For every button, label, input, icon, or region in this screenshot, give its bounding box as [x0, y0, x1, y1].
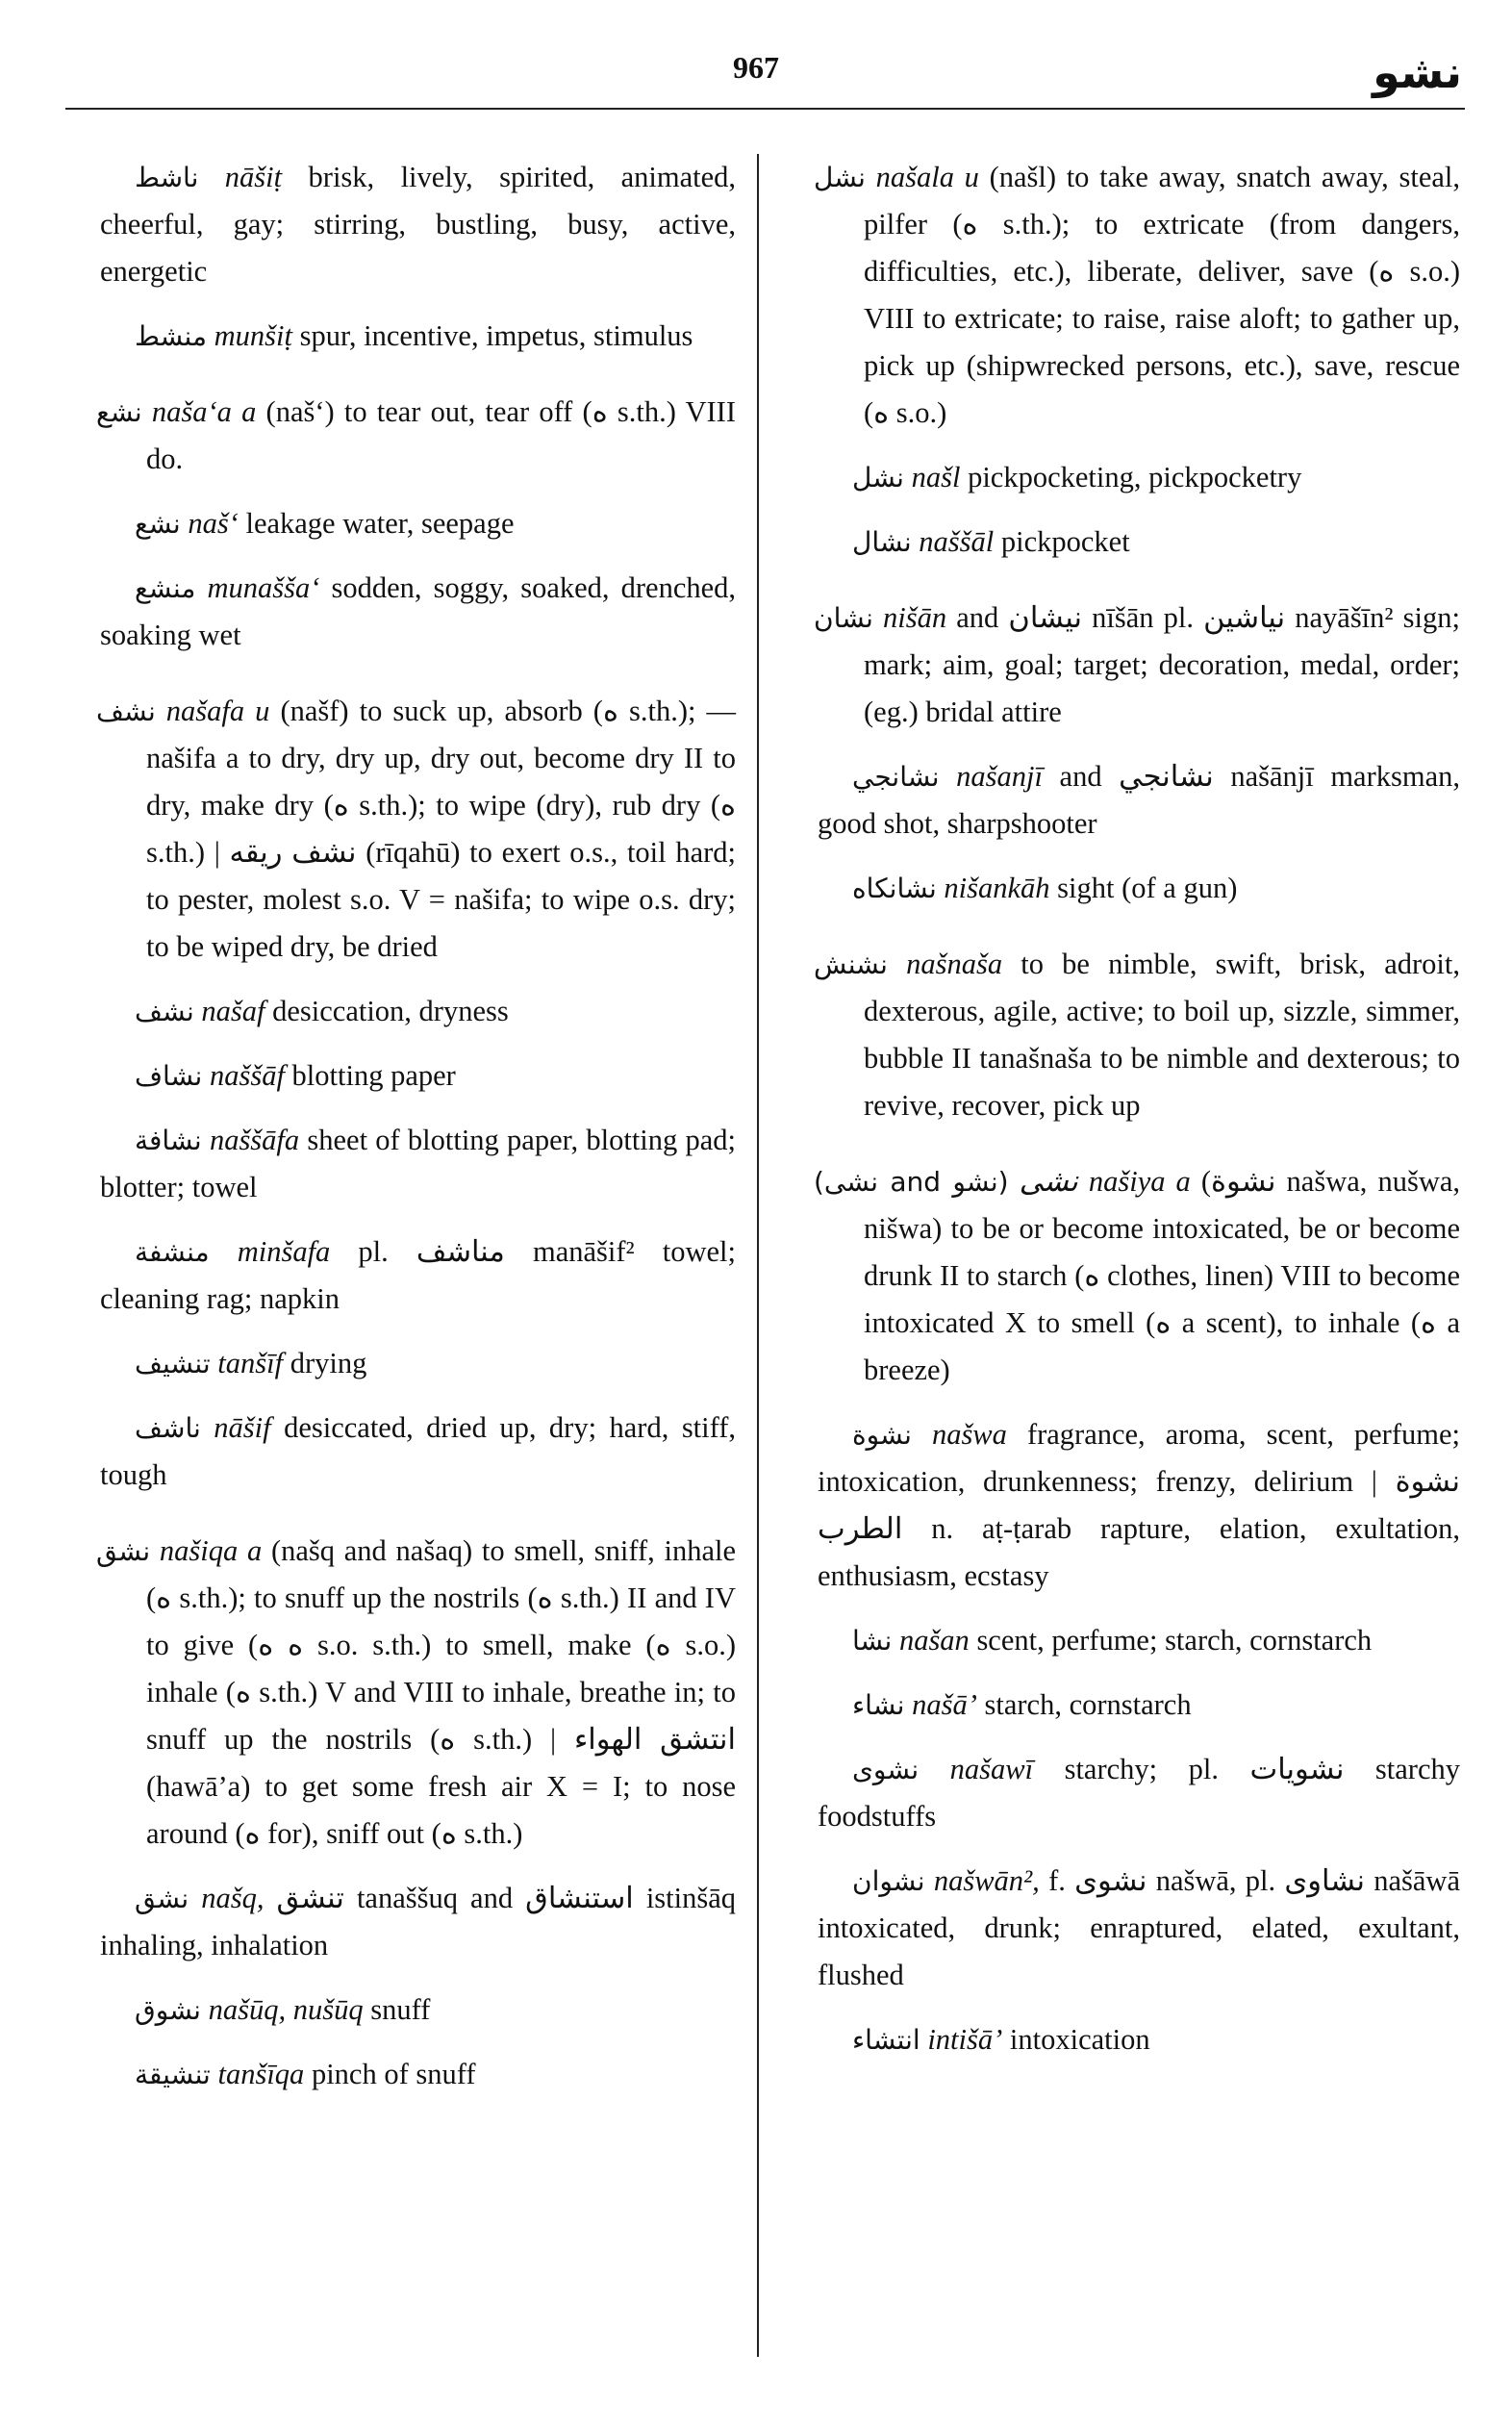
- arabic-headword: تنشيف: [135, 1348, 211, 1379]
- definition: to be nimble, swift, brisk, adroit, dexterous, agile, active; to boil up, sizzle, simmer, bubble II tanašnaša to be nimble and dexterous; to revive, recover, pick up: [864, 948, 1460, 1122]
- header-rule: [65, 108, 1465, 110]
- arabic-headword: نشل: [852, 462, 904, 493]
- running-head: نشو: [1373, 46, 1462, 98]
- transliteration: našwa: [931, 1418, 1007, 1451]
- arabic-headword: نشف: [96, 696, 156, 727]
- dictionary-subentry: [814, 2016, 1460, 2063]
- transliteration: نشى našiya a: [1019, 1165, 1191, 1198]
- transliteration: našafa u: [165, 695, 270, 727]
- dictionary-subentry: [96, 1875, 736, 1969]
- dictionary-subentry: [96, 500, 736, 547]
- dictionary-entry: [96, 1528, 736, 1858]
- arabic-headword: انتشاء: [852, 2024, 920, 2056]
- definition: starch, cornstarch: [984, 1688, 1192, 1721]
- definition: (našf) to suck up, absorb (ه s.th.); — našifa a to dry, dry up, dry out, become dry II to dry, make dry (ه s.th.); to wipe (dry), rub dry (ه s.th.) | نشف ريقه (rīqahū) to exert o.s., toil hard; to pester, molest s.o. V = našifa; to wipe o.s. dry; to be wiped dry, be dried: [146, 695, 736, 963]
- arabic-headword: نشان: [814, 602, 873, 634]
- dictionary-subentry: [96, 1117, 736, 1211]
- transliteration: naša‘a a: [151, 395, 257, 428]
- transliteration: našwān²,: [933, 1864, 1040, 1897]
- transliteration: nišankāh: [944, 872, 1050, 904]
- definition: sight (of a gun): [1057, 872, 1238, 904]
- transliteration: naššāf: [209, 1059, 285, 1092]
- arabic-headword: نشاء: [852, 1689, 905, 1721]
- definition: spur, incentive, impetus, stimulus: [299, 319, 693, 352]
- definition: leakage water, seepage: [245, 507, 515, 540]
- definition: blotting paper: [291, 1059, 456, 1092]
- definition: (نشوة našwa, nušwa, nišwa) to be or become intoxicated, be or become drunk II to starch (ه clothes, linen) VIII to become intoxicated X to smell (ه a scent), to inhale (ه a breeze): [864, 1165, 1461, 1386]
- arabic-headword: ناشف: [135, 1412, 201, 1444]
- transliteration: munšiṭ: [214, 319, 292, 352]
- dictionary-subentry: [814, 1682, 1460, 1729]
- dictionary-subentry: [814, 1746, 1460, 1840]
- arabic-headword: نشف: [135, 996, 194, 1027]
- transliteration: našiqa a: [159, 1534, 263, 1567]
- arabic-headword: منشفة: [135, 1236, 210, 1268]
- definition: pickpocket: [1000, 525, 1130, 558]
- dictionary-entry: [814, 595, 1460, 736]
- definition: scent, perfume; starch, cornstarch: [976, 1624, 1373, 1657]
- dictionary-subentry: [96, 313, 736, 360]
- dictionary-subentry: [96, 1340, 736, 1387]
- arabic-headword: ناشط: [135, 162, 199, 193]
- definition: drying: [290, 1347, 367, 1379]
- transliteration: naššāl: [919, 525, 995, 558]
- transliteration: tanšīf: [217, 1347, 284, 1379]
- transliteration: našan: [898, 1624, 970, 1657]
- left-column: [96, 154, 736, 2115]
- dictionary-subentry: [96, 154, 736, 295]
- definition: (naš‘) to tear out, tear off (ه s.th.) VIII do.: [146, 395, 736, 475]
- arabic-headword: منشط: [135, 320, 208, 352]
- transliteration: našq,: [201, 1882, 265, 1914]
- arabic-headword: نشق: [96, 1535, 151, 1567]
- transliteration: nāšif: [214, 1411, 271, 1444]
- definition: fragrance, aroma, scent, perfume; intoxication, drunkenness; frenzy, delirium | نشوة الطرب n. aṭ-ṭarab rapture, elation, exultation, enthusiasm, ecstasy: [818, 1418, 1460, 1592]
- arabic-headword: منشع: [135, 572, 196, 604]
- dictionary-subentry: [814, 1411, 1460, 1600]
- arabic-headword: نشل: [814, 162, 866, 193]
- dictionary-subentry: [96, 988, 736, 1035]
- arabic-headword: نشاف: [135, 1060, 203, 1092]
- arabic-headword: نشا: [852, 1625, 893, 1657]
- definition: تنشق tanaššuq and استنشاق istinšāq inhaling, inhalation: [100, 1882, 737, 1961]
- arabic-headword: (نشو and نشى): [814, 1166, 1009, 1198]
- transliteration: intišā’: [927, 2023, 1003, 2056]
- definition: sheet of blotting paper, blotting pad; blotter; towel: [100, 1124, 737, 1203]
- transliteration: minšafa: [237, 1235, 331, 1268]
- definition: pl. مناشف manāšif² towel; cleaning rag; napkin: [100, 1235, 736, 1315]
- dictionary-entry: [814, 1158, 1460, 1394]
- definition: and نشانجي našānjī marksman, good shot, sharpshooter: [818, 760, 1460, 840]
- dictionary-entry: [814, 941, 1460, 1129]
- arabic-headword: نشانجي: [852, 761, 940, 793]
- transliteration: našnaša: [906, 948, 1003, 980]
- transliteration: našanjī: [956, 760, 1043, 793]
- transliteration: tanšīqa: [217, 2058, 305, 2090]
- arabic-headword: نشوة: [852, 1419, 912, 1451]
- definition: f. نشوى našwā, pl. نشاوى našāwā intoxicated, drunk; enraptured, elated, exultant, flushed: [818, 1864, 1460, 1991]
- arabic-headword: نشال: [852, 526, 912, 558]
- arabic-headword: نشنش: [814, 949, 888, 980]
- arabic-headword: نشع: [135, 508, 181, 540]
- dictionary-subentry: [814, 1617, 1460, 1664]
- transliteration: našl: [911, 461, 961, 493]
- dictionary-entry: [96, 389, 736, 483]
- definition: desiccated, dried up, dry; hard, stiff, tough: [100, 1411, 737, 1491]
- transliteration: naššāfa: [209, 1124, 300, 1156]
- arabic-headword: تنشيقة: [135, 2059, 211, 2090]
- dictionary-subentry: [96, 1404, 736, 1499]
- transliteration: munašša‘: [207, 571, 320, 604]
- arabic-headword: نشق: [135, 1883, 189, 1914]
- transliteration: naš‘: [188, 507, 239, 540]
- definition: sodden, soggy, soaked, drenched, soaking wet: [100, 571, 737, 651]
- transliteration: nišān: [883, 601, 947, 634]
- definition: intoxication: [1009, 2023, 1150, 2056]
- dictionary-subentry: [814, 519, 1460, 566]
- definition: starchy; pl. نشويات starchy foodstuffs: [818, 1753, 1461, 1833]
- column-rule: [757, 154, 759, 2357]
- definition: desiccation, dryness: [272, 995, 509, 1027]
- definition: (našl) to take away, snatch away, steal, pilfer (ه s.th.); to extricate (from dangers, difficulties, etc.), liberate, deliver, save (ه s.o.) VIII to extricate; to raise, raise aloft; to gather up, pick up (shipwrecked persons, etc.), save, rescue (ه s.o.): [864, 161, 1461, 429]
- definition: pinch of snuff: [311, 2058, 476, 2090]
- right-column: [814, 154, 1460, 2081]
- transliteration: nāšiṭ: [224, 161, 283, 193]
- transliteration: našala u: [875, 161, 979, 193]
- arabic-headword: نشوق: [135, 1994, 201, 2026]
- transliteration: našā’: [912, 1688, 977, 1721]
- definition: brisk, lively, spirited, animated, cheerful, gay; stirring, bustling, busy, active, energetic: [100, 161, 737, 288]
- dictionary-subentry: [96, 1052, 736, 1100]
- dictionary-subentry: [814, 1858, 1460, 1999]
- arabic-headword: نشانكاه: [852, 873, 937, 904]
- dictionary-subentry: [814, 865, 1460, 912]
- definition: snuff: [370, 1993, 431, 2026]
- arabic-headword: نشوى: [852, 1754, 920, 1785]
- arabic-headword: نشوان: [852, 1865, 925, 1897]
- transliteration: našaf: [201, 995, 265, 1027]
- definition: pickpocketing, pickpocketry: [968, 461, 1302, 493]
- dictionary-subentry: [96, 1986, 736, 2034]
- dictionary-subentry: [96, 1228, 736, 1323]
- dictionary-entry: [96, 688, 736, 971]
- dictionary-entry: [814, 154, 1460, 437]
- dictionary-subentry: [814, 753, 1460, 848]
- transliteration: našūq, nušūq: [208, 1993, 364, 2026]
- definition: and نيشان nīšān pl. نياشين nayāšīn² sign; mark; aim, goal; target; decoration, medal, order; (eg.) bridal attire: [864, 601, 1461, 728]
- arabic-headword: نشافة: [135, 1125, 202, 1156]
- page-number: 967: [733, 50, 779, 85]
- dictionary-subentry: [96, 2051, 736, 2098]
- dictionary-subentry: [96, 565, 736, 659]
- arabic-headword: نشع: [96, 396, 142, 428]
- dictionary-subentry: [814, 454, 1460, 501]
- transliteration: našawī: [949, 1753, 1034, 1785]
- definition: (našq and našaq) to smell, sniff, inhale (ه s.th.); to snuff up the nostrils (ه s.th.) II and IV to give (ه ه s.o. s.th.) to smell, make (ه s.o.) inhale (ه s.th.) V and VIII to inhale, breathe in; to snuff up the nostrils (ه s.th.) | انتشق الهواء (hawā’a) to get some fresh air X = I; to nose around (ه for), sniff out (ه s.th.): [146, 1534, 737, 1850]
